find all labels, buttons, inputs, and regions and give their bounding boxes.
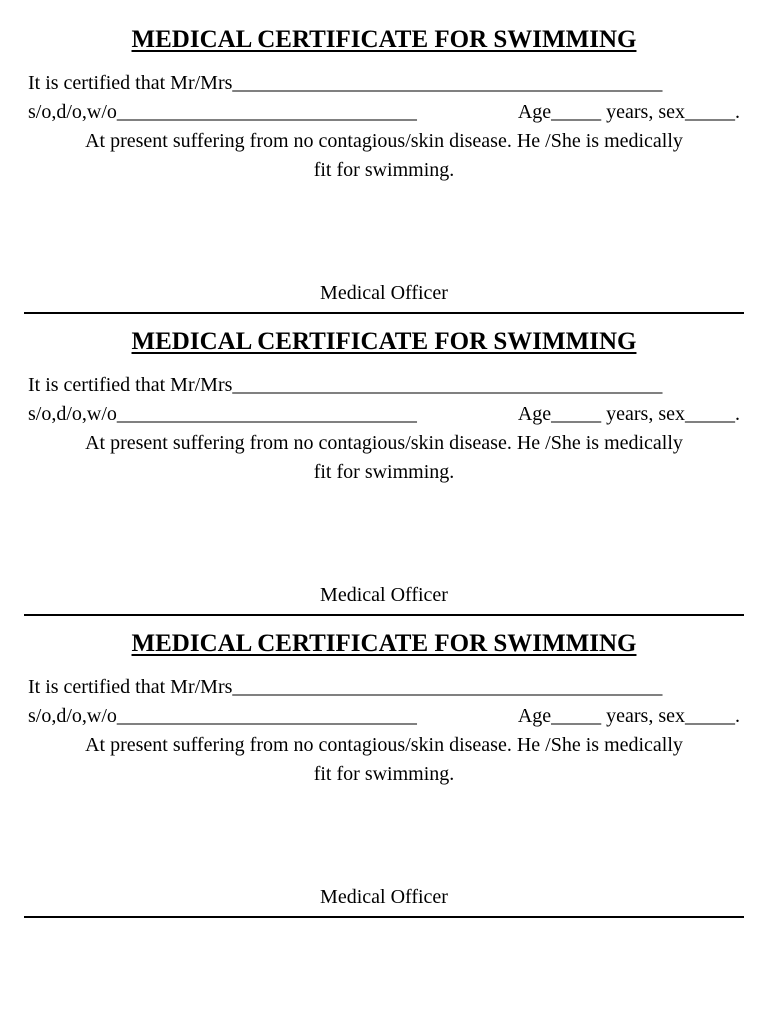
certificate-statement-end: fit for swimming. [313, 763, 455, 785]
certificate-statement-line: At present suffering from no contagious/skin disease. He /She is medically [85, 432, 683, 454]
separator-line [24, 916, 744, 918]
certificate-title: MEDICAL CERTIFICATE FOR SWIMMING [131, 328, 637, 355]
certificate-title: MEDICAL CERTIFICATE FOR SWIMMING [131, 630, 637, 657]
certificate-3 [24, 604, 744, 906]
certificate-statement-line: At present suffering from no contagious/skin disease. He /She is medically [85, 734, 683, 756]
signature-label: Medical Officer [320, 282, 448, 304]
signature-label: Medical Officer [320, 584, 448, 606]
certificate-name-line: It is certified that Mr/Mrs___________________________________________ [28, 374, 663, 396]
signature-label: Medical Officer [320, 886, 448, 908]
certificate-name-line: It is certified that Mr/Mrs___________________________________________ [28, 72, 663, 94]
age-sex-field-label: Age_____ years, sex_____. [517, 101, 740, 123]
certificate-1 [24, 0, 744, 302]
relation-field-label: s/o,d/o,w/o______________________________ [28, 403, 417, 425]
certificate-statement-end: fit for swimming. [313, 461, 455, 483]
relation-field-label: s/o,d/o,w/o______________________________ [28, 705, 417, 727]
certificate-statement-line: At present suffering from no contagious/skin disease. He /She is medically [85, 130, 683, 152]
certificate-name-line: It is certified that Mr/Mrs___________________________________________ [28, 676, 663, 698]
certificate-statement-end: fit for swimming. [313, 159, 455, 181]
age-sex-field-label: Age_____ years, sex_____. [517, 705, 740, 727]
certificate-2 [24, 302, 744, 604]
age-sex-field-label: Age_____ years, sex_____. [517, 403, 740, 425]
relation-field-label: s/o,d/o,w/o______________________________ [28, 101, 417, 123]
certificate-title: MEDICAL CERTIFICATE FOR SWIMMING [131, 26, 637, 53]
